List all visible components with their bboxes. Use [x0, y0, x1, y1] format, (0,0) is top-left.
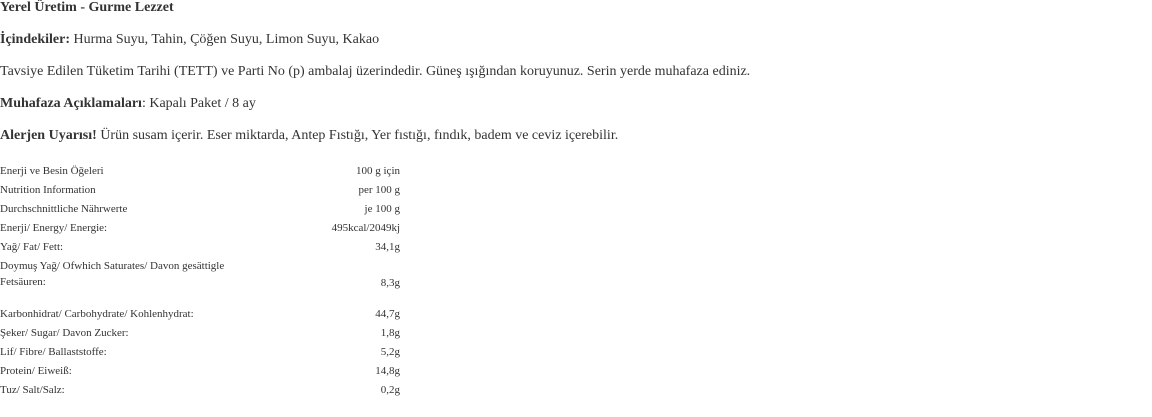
nutrition-row [0, 363, 400, 382]
nutrition-label: Doymuş Yağ/ Ofwhich Saturates/ Davon gesättigle Fetsäuren: [0, 260, 225, 288]
nutrition-label: Nutrition Information [0, 184, 96, 196]
nutrition-value: 14,8g [375, 365, 400, 377]
nutrition-label: Karbonhidrat/ Carbohydrate/ Kohlenhydrat: [0, 308, 194, 320]
preservation-label: Muhafaza Açıklamaları [0, 96, 142, 111]
nutrition-value: 34,1g [375, 241, 400, 253]
nutrition-row [0, 201, 400, 220]
preservation-text: : Kapalı Paket / 8 ay [141, 96, 256, 111]
nutrition-row [0, 344, 400, 363]
nutrition-value: je 100 g [364, 203, 400, 215]
nutrition-label: Enerji/ Energy/ Energie: [0, 222, 108, 234]
nutrition-row [0, 182, 400, 201]
preservation-line [0, 96, 256, 112]
nutrition-label: Enerji ve Besin Öğeleri [0, 165, 104, 177]
nutrition-value: 44,7g [375, 308, 400, 320]
nutrition-value: per 100 g [358, 184, 400, 196]
nutrition-value: 0,2g [380, 384, 400, 396]
nutrition-label: Yağ/ Fat/ Fett: [0, 241, 64, 253]
allergen-label: Alerjen Uyarısı! [0, 128, 97, 143]
nutrition-value: 100 g için [356, 165, 400, 177]
nutrition-label: Tuz/ Salt/Salz: [0, 384, 65, 396]
nutrition-row [0, 306, 400, 325]
nutrition-label: Lif/ Fibre/ Ballaststoffe: [0, 346, 107, 358]
nutrition-row [0, 325, 400, 344]
nutrition-value: 1,8g [380, 327, 400, 339]
nutrition-row [0, 163, 400, 182]
nutrition-row [0, 382, 400, 401]
nutrition-table [0, 163, 400, 401]
nutrition-value: 8,3g [380, 277, 400, 289]
allergen-text: Ürün susam içerir. Eser miktarda, Antep Fıstığı, Yer fıstığı, fındık, badem ve ceviz içerebilir. [96, 128, 619, 143]
nutrition-label: Durchschnittliche Nährwerte [0, 203, 128, 215]
nutrition-value: 5,2g [380, 346, 400, 358]
nutrition-row [0, 258, 400, 292]
nutrition-value: 495kcal/2049kj [331, 222, 400, 234]
product-title [0, 0, 174, 16]
ingredients-text: Hurma Suyu, Tahin, Çöğen Suyu, Limon Suyu, Kakao [70, 32, 380, 47]
nutrition-spacer [0, 292, 400, 306]
ingredients-label: İçindekiler: [0, 32, 70, 47]
nutrition-label: Protein/ Eiweiß: [0, 365, 72, 377]
product-title-text: Yerel Üretim - Gurme Lezzet [0, 0, 174, 15]
storage-note: Tavsiye Edilen Tüketim Tarihi (TETT) ve Parti No (p) ambalaj üzerindedir. Güneş ışığından koruyunuz. Serin yerde muhafaza ediniz. [0, 64, 751, 79]
nutrition-spacer-cell [0, 292, 400, 306]
nutrition-row [0, 239, 400, 258]
ingredients-line [0, 32, 379, 48]
nutrition-label: Şeker/ Sugar/ Davon Zucker: [0, 327, 129, 339]
nutrition-row [0, 220, 400, 239]
allergen-warning [0, 128, 618, 144]
